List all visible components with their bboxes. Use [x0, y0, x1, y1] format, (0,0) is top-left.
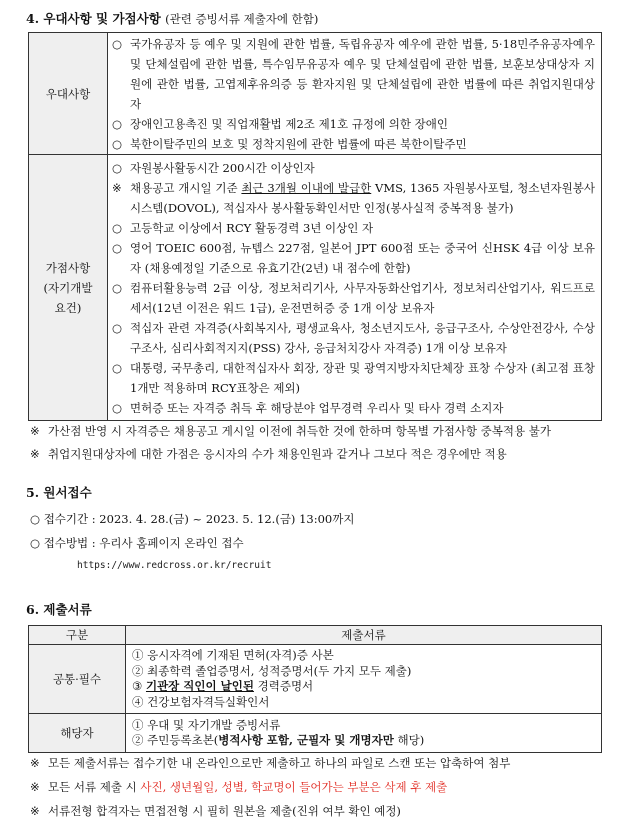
- list-item: ② 주민등록초본(병적사항 포함, 군필자 및 개명자만 해당): [132, 733, 425, 747]
- list-item: ○ 적십자 관련 자격증(사회복지사, 평생교육사, 청소년지도사, 응급구조사, 수상안전강사, 수상구조사, 심리사회적지지(PSS) 강사, 응급처치강사 자격증) 1개 이상 보유자: [112, 320, 595, 355]
- note-online-submission: ※ 모든 제출서류는 접수기한 내 온라인으로만 제출하고 하나의 파일로 스캔 또는 압축하여 첨부: [30, 756, 511, 770]
- list-item: ※ 채용공고 개시일 기준 최근 3개월 이내에 발급한 VMS, 1365 자원봉사포털, 청소년자원봉사시스템(DOVOL), 적십자사 봉사활동확인서만 인정(봉사실적 중복적용 불가): [112, 180, 595, 215]
- bonus-row: [29, 155, 602, 421]
- preferred-label: 우대사항: [29, 33, 108, 155]
- list-item: ○ 자원봉사활동시간 200시간 이상인자: [112, 160, 315, 175]
- applicable-label: 해당자: [29, 714, 126, 753]
- list-item: ○ 대통령, 국무총리, 대한적십자사 회장, 장관 및 광역지방자치단체장 표창 수상자 (최고점 표창 1개만 적용하며 RCY표창은 제외): [112, 360, 595, 395]
- list-item: ○ 장애인고용촉진 및 직업재활법 제2조 제1호 규정에 의한 장애인: [112, 116, 448, 131]
- recruit-link[interactable]: https://www.redcross.or.kr/recruit: [77, 560, 272, 571]
- section-4-heading: 4. 우대사항 및 가점사항: [26, 11, 161, 26]
- preferred-items: [108, 33, 602, 155]
- common-label: 공통·필수: [29, 645, 126, 714]
- note-original-docs: ※ 서류전형 합격자는 면접전형 시 필히 원본을 제출(진위 여부 확인 예정): [30, 804, 401, 818]
- list-item: ① 응시자격에 기재된 면허(자격)증 사본: [132, 648, 334, 662]
- list-item: ④ 건강보험자격득실확인서: [132, 694, 270, 709]
- applicable-docs: [126, 714, 602, 753]
- bonus-items: [108, 155, 602, 421]
- documents-table: [28, 625, 602, 753]
- table-row: [29, 714, 602, 753]
- table-row: [29, 645, 602, 714]
- application-method: ○ 접수방법 : 우리사 홈페이지 온라인 접수: [30, 536, 244, 550]
- section-6-title: 6. 제출서류: [26, 602, 92, 617]
- note-remove-personal-info: ※ 모든 서류 제출 시 사진, 생년월일, 성별, 학교명이 들어가는 부분은 삭제 후 제출: [30, 780, 448, 794]
- note-bonus-duplicate: ※ 가산점 반영 시 자격증은 채용공고 게시일 이전에 취득한 것에 한하며 항목별 가점사항 중복적용 불가: [30, 424, 551, 438]
- section-4-title: [26, 9, 318, 27]
- bonus-label: 가점사항 (자기개발 요건): [29, 155, 108, 421]
- list-item: ③ 기관장 직인이 날인된 경력증명서: [132, 679, 314, 693]
- section-4-subtitle: (관련 증빙서류 제출자에 한함): [165, 12, 319, 26]
- list-item: ○ 고등학교 이상에서 RCY 활동경력 3년 이상인 자: [112, 220, 374, 235]
- header-documents: 제출서류: [126, 626, 602, 645]
- header-category: 구분: [29, 626, 126, 645]
- list-item: ② 최종학력 졸업증명서, 성적증명서(두 가지 모두 제출): [132, 663, 412, 678]
- list-item: ① 우대 및 자기개발 증빙서류: [132, 717, 281, 732]
- note-bonus-limit: ※ 취업지원대상자에 대한 가점은 응시자의 수가 채용인원과 같거나 그보다 적은 경우에만 적용: [30, 447, 507, 461]
- preference-table: [28, 32, 602, 421]
- list-item: ○ 국가유공자 등 예우 및 지원에 관한 법률, 독립유공자 예우에 관한 법률, 5·18민주유공자예우 및 단체설립에 관한 법률, 특수임무유공자 예우 및 단체설립에 관한 법률, 보훈보상대상자 지원에 관한 법률, 고엽제후유의증 등 환자지원 및 단체설립에 관한 법률에 따른 취업지원대상자: [112, 36, 595, 111]
- table-header-row: [29, 626, 602, 645]
- section-5-title: 5. 원서접수: [26, 485, 92, 500]
- list-item: ○ 북한이탈주민의 보호 및 정착지원에 관한 법률에 따른 북한이탈주민: [112, 136, 467, 151]
- list-item: ○ 면허증 또는 자격증 취득 후 해당분야 업무경력 우리사 및 타사 경력 소지자: [112, 400, 504, 415]
- application-period: ○ 접수기간 : 2023. 4. 28.(금) ~ 2023. 5. 12.(금) 13:00까지: [30, 512, 355, 526]
- common-docs: [126, 645, 602, 714]
- preferred-row: [29, 33, 602, 155]
- list-item: ○ 영어 TOEIC 600점, 뉴텝스 227점, 일본어 JPT 600점 또는 중국어 신HSK 4급 이상 보유자 (채용예정일 기준으로 유효기간(2년) 내 점수에 한함): [112, 240, 595, 275]
- list-item: ○ 컴퓨터활용능력 2급 이상, 정보처리기사, 사무자동화산업기사, 정보처리산업기사, 워드프로세서(12년 이전은 워드 1급), 운전면허증 중 1개 이상 보유자: [112, 280, 595, 315]
